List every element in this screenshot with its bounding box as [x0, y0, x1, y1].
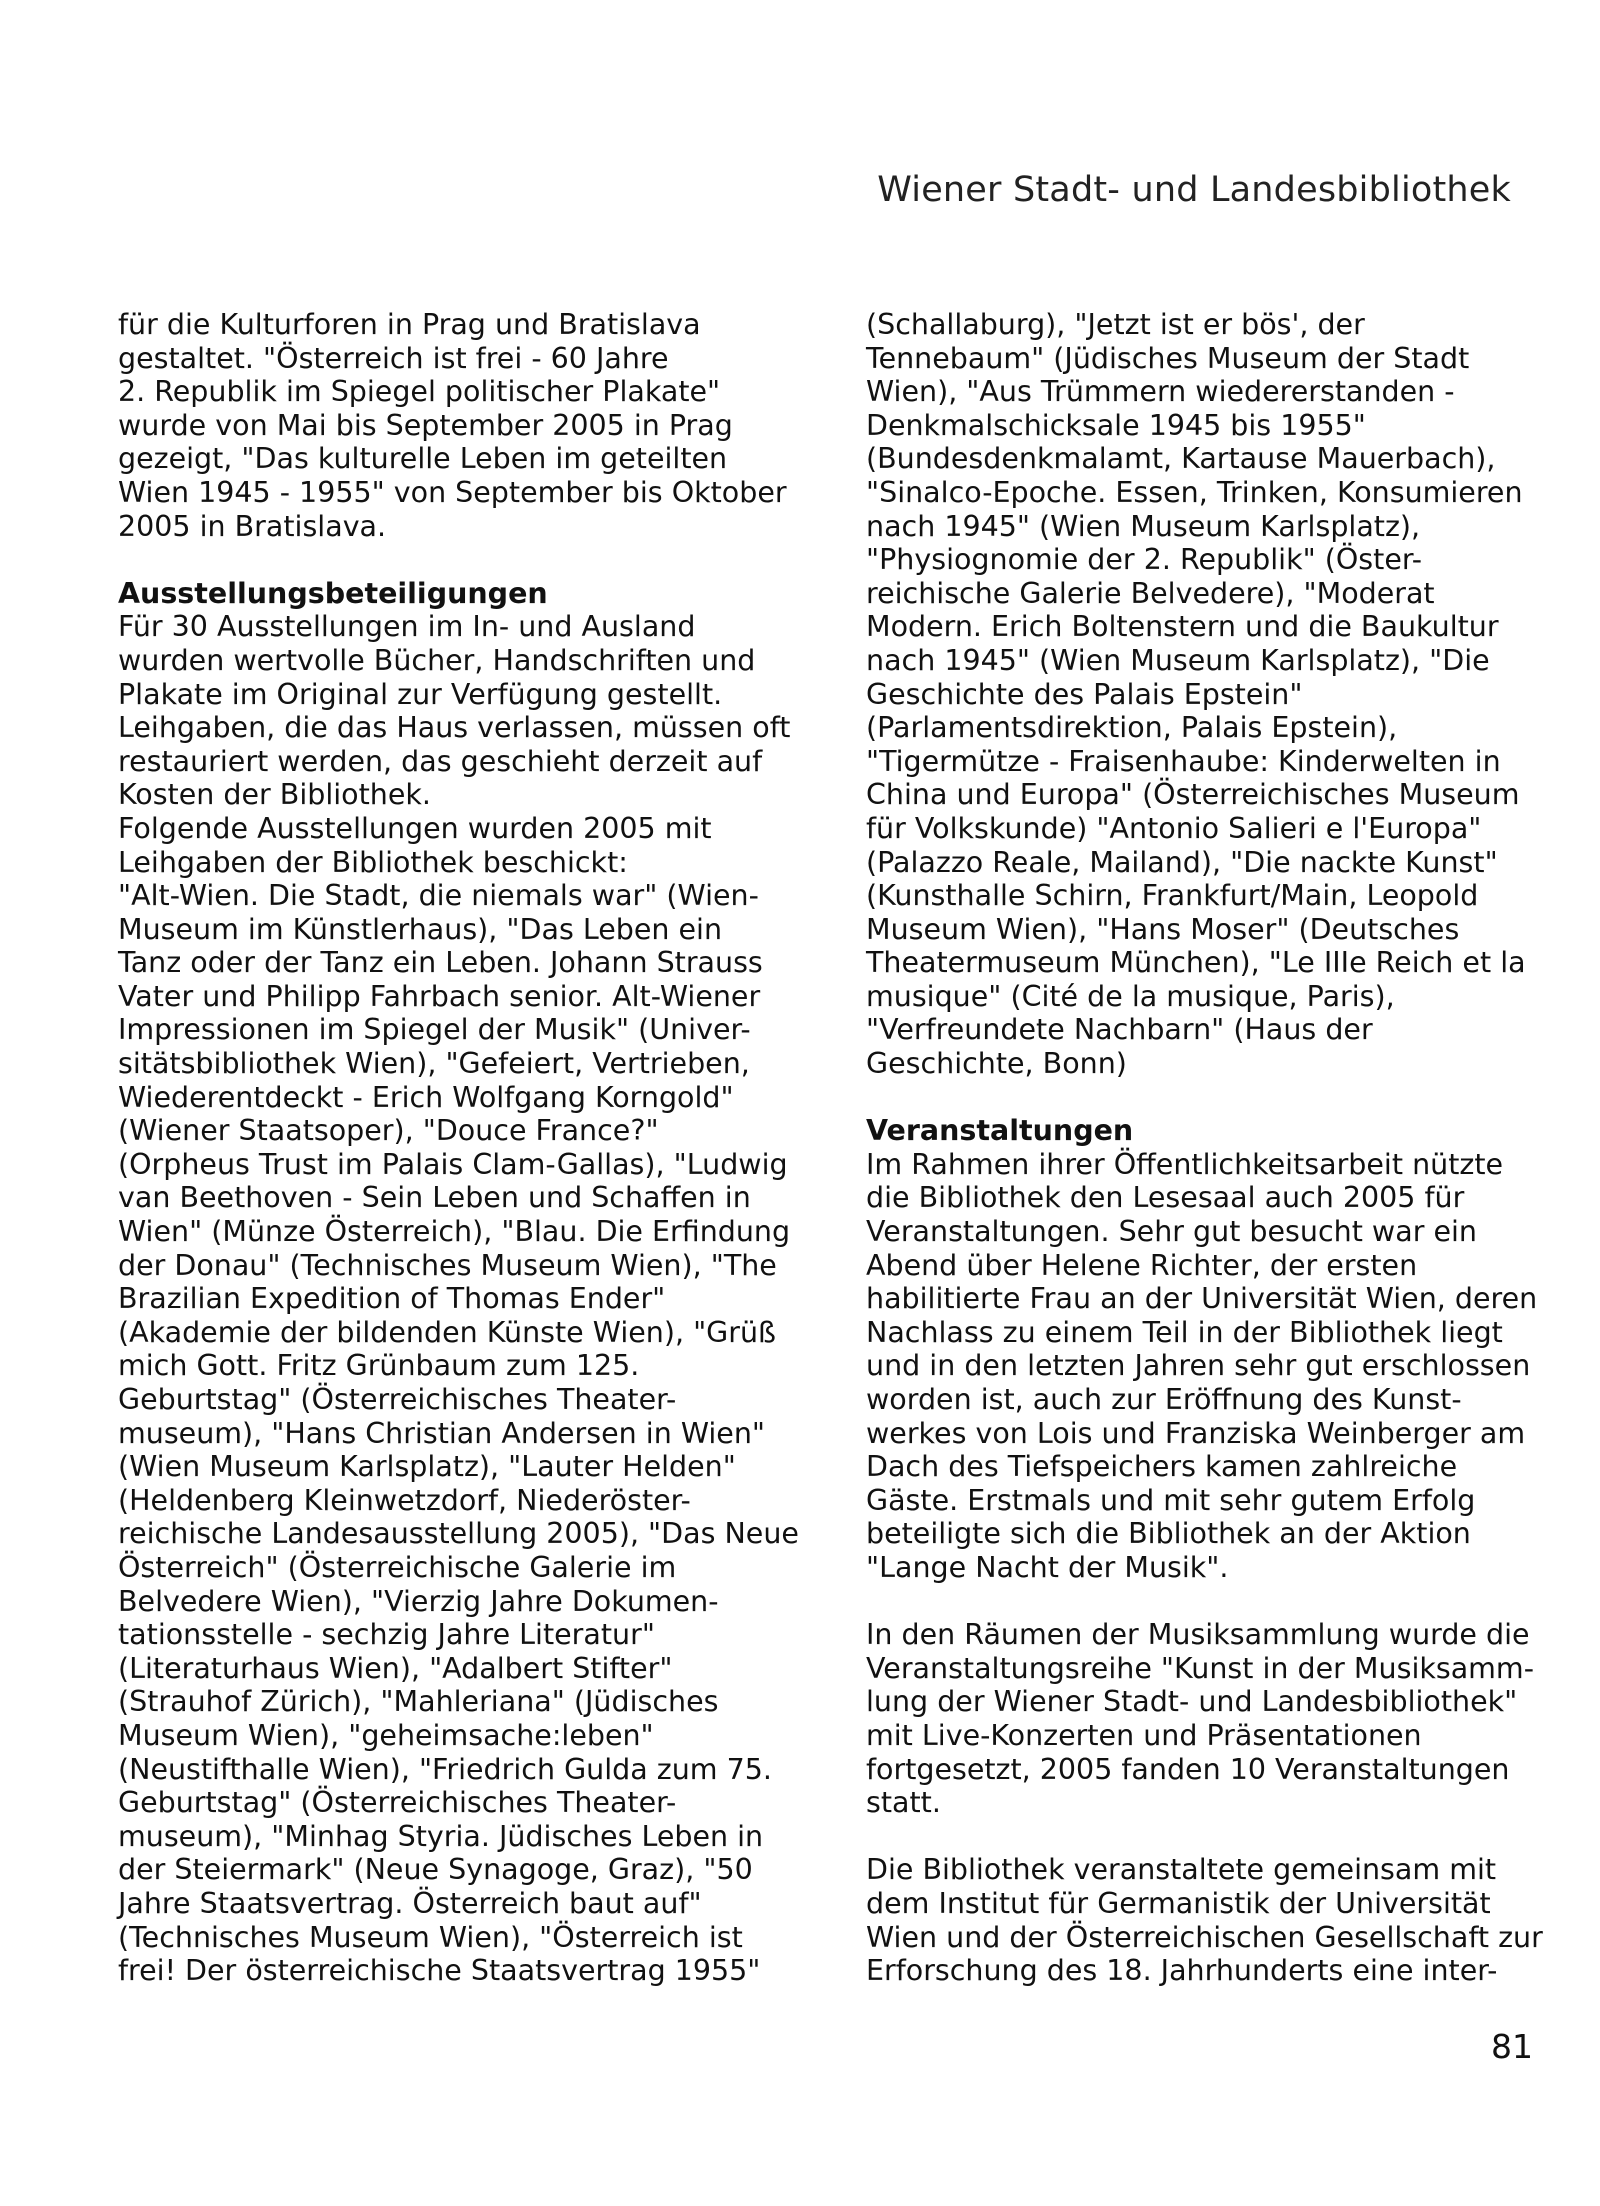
text-line: "Verfreundete Nachbarn" (Haus der — [866, 1013, 1373, 1047]
text-line: In den Räumen der Musiksammlung wurde die — [866, 1618, 1530, 1652]
text-line: Geburtstag" (Österreichisches Theater- — [118, 1383, 677, 1416]
text-line: Veranstaltungsreihe "Kunst in der Musiksamm- — [866, 1651, 1534, 1685]
text-line: 2005 in Bratislava. — [118, 509, 387, 543]
text-line: der Steiermark" (Neue Synagoge, Graz), "50 — [118, 1853, 753, 1887]
text-line: "Sinalco-Epoche. Essen, Trinken, Konsumieren — [866, 475, 1523, 509]
text-line: Wien), "Aus Trümmern wiedererstanden - — [866, 375, 1455, 409]
text-line: Museum im Künstlerhaus), "Das Leben ein — [118, 912, 723, 946]
section-heading-veranstaltungen: Veranstaltungen — [866, 1114, 1134, 1148]
text-line: Museum Wien), "geheimsache:leben" — [118, 1718, 654, 1752]
text-line: museum), "Minhag Styria. Jüdisches Leben in — [118, 1819, 764, 1853]
right-column — [866, 308, 1546, 1988]
paragraph-gap — [866, 1585, 1546, 1619]
text-line: fortgesetzt, 2005 fanden 10 Veranstaltungen — [866, 1752, 1510, 1786]
text-line: (Heldenberg Kleinwetzdorf, Niederöster- — [118, 1483, 691, 1517]
text-line: Erforschung des 18. Jahrhunderts eine inter- — [866, 1954, 1498, 1988]
text-line: für die Kulturforen in Prag und Bratislava — [118, 308, 701, 341]
text-line: (Kunsthalle Schirn, Frankfurt/Main, Leopold — [866, 879, 1479, 913]
text-line: (Wiener Staatsoper), "Douce France?" — [118, 1114, 659, 1148]
text-line: werkes von Lois und Franziska Weinberger am — [866, 1416, 1526, 1450]
text-line: Leihgaben der Bibliothek beschickt: — [118, 845, 628, 879]
text-line: (Schallaburg), "Jetzt ist er bös', der — [866, 308, 1365, 341]
exhibitions-paragraph — [118, 610, 833, 1987]
paragraph-gap — [866, 1820, 1546, 1854]
text-line: beteiligte sich die Bibliothek an der Aktion — [866, 1517, 1471, 1551]
exhibitions-continuation-paragraph — [866, 308, 1546, 1081]
text-line: Denkmalschicksale 1945 bis 1955" — [866, 408, 1366, 442]
text-line: worden ist, auch zur Eröffnung des Kunst- — [866, 1383, 1462, 1416]
text-line: Brazilian Expedition of Thomas Ender" — [118, 1282, 666, 1316]
text-line: (Technisches Museum Wien), "Österreich ist — [118, 1920, 743, 1954]
text-line: (Wien Museum Karlsplatz), "Lauter Helden" — [118, 1450, 736, 1484]
text-line: "Physiognomie der 2. Republik" (Öster- — [866, 543, 1423, 577]
text-line: (Strauhof Zürich), "Mahleriana" (Jüdisches — [118, 1685, 719, 1719]
text-line: frei! Der österreichische Staatsvertrag 1955" — [118, 1954, 761, 1988]
text-line: Nachlass zu einem Teil in der Bibliothek liegt — [866, 1315, 1503, 1349]
text-line: Geschichte des Palais Epstein" — [866, 677, 1303, 711]
text-line: Plakate im Original zur Verfügung gestellt. — [118, 677, 723, 711]
text-line: tationsstelle - sechzig Jahre Literatur" — [118, 1618, 655, 1652]
text-line: (Literaturhaus Wien), "Adalbert Stifter" — [118, 1651, 673, 1685]
text-line: (Palazzo Reale, Mailand), "Die nackte Kunst" — [866, 845, 1498, 879]
text-line: Österreich" (Österreichische Galerie im — [118, 1550, 677, 1584]
text-line: 2. Republik im Spiegel politischer Plakate" — [118, 375, 721, 409]
text-line: Wien und der Österreichischen Gesellschaft zur — [866, 1920, 1543, 1954]
text-line: Tennebaum" (Jüdisches Museum der Stadt — [866, 341, 1470, 375]
text-line: statt. — [866, 1786, 941, 1820]
text-line: Vater und Philipp Fahrbach senior. Alt-Wiener — [118, 979, 761, 1013]
text-line: Geschichte, Bonn) — [866, 1047, 1127, 1081]
text-line: Abend über Helene Richter, der ersten — [866, 1248, 1418, 1282]
text-line: "Lange Nacht der Musik". — [866, 1550, 1229, 1584]
text-line: sitätsbibliothek Wien), "Gefeiert, Vertrieben, — [118, 1047, 750, 1081]
text-line: nach 1945" (Wien Museum Karlsplatz), — [866, 509, 1421, 543]
text-line: reichische Landesausstellung 2005), "Das Neue — [118, 1517, 799, 1551]
text-line: musique" (Cité de la musique, Paris), — [866, 979, 1395, 1013]
text-line: mich Gott. Fritz Grünbaum zum 125. — [118, 1349, 640, 1383]
text-line: Die Bibliothek veranstaltete gemeinsam mit — [866, 1853, 1497, 1887]
intro-paragraph — [118, 308, 833, 543]
text-line: Modern. Erich Boltenstern und die Baukultur — [866, 610, 1499, 644]
events-paragraph-3 — [866, 1853, 1546, 1987]
text-line: (Bundesdenkmalamt, Kartause Mauerbach), — [866, 442, 1496, 476]
text-line: lung der Wiener Stadt- und Landesbibliothek" — [866, 1685, 1518, 1719]
text-line: Wien" (Münze Österreich), "Blau. Die Erfindung — [118, 1215, 791, 1249]
page-number: 81 — [1491, 2027, 1533, 2066]
text-line: (Parlamentsdirektion, Palais Epstein), — [866, 711, 1398, 745]
text-line: "Tigermütze - Fraisenhaube: Kinderwelten in — [866, 744, 1501, 778]
paragraph-gap — [118, 543, 833, 577]
text-line: Tanz oder der Tanz ein Leben. Johann Strauss — [118, 946, 763, 980]
text-line: Im Rahmen ihrer Öffentlichkeitsarbeit nützte — [866, 1147, 1504, 1181]
text-line: gestaltet. "Österreich ist frei - 60 Jahre — [118, 341, 669, 375]
text-line: nach 1945" (Wien Museum Karlsplatz), "Die — [866, 643, 1490, 677]
section-heading-ausstellungsbeteiligungen: Ausstellungsbeteiligungen — [118, 576, 548, 610]
text-line: die Bibliothek den Lesesaal auch 2005 für — [866, 1181, 1465, 1215]
text-line: China und Europa" (Österreichisches Museum — [866, 778, 1520, 812]
text-line: gezeigt, "Das kulturelle Leben im geteilten — [118, 442, 728, 476]
events-paragraph-1 — [866, 1148, 1546, 1585]
text-line: "Alt-Wien. Die Stadt, die niemals war" (Wien- — [118, 879, 759, 913]
text-line: für Volkskunde) "Antonio Salieri e l'Europa" — [866, 811, 1482, 845]
text-line: Museum Wien), "Hans Moser" (Deutsches — [866, 912, 1460, 946]
text-line: Dach des Tiefspeichers kamen zahlreiche — [866, 1450, 1458, 1484]
text-line: Jahre Staatsvertrag. Österreich baut auf" — [118, 1886, 702, 1920]
text-line: mit Live-Konzerten und Präsentationen — [866, 1718, 1422, 1752]
left-column — [118, 308, 833, 1988]
text-line: restauriert werden, das geschieht derzeit auf — [118, 744, 763, 778]
text-line: (Orpheus Trust im Palais Clam-Gallas), "Ludwig — [118, 1147, 788, 1181]
text-line: Folgende Ausstellungen wurden 2005 mit — [118, 811, 712, 845]
text-line: dem Institut für Germanistik der Universität — [866, 1886, 1491, 1920]
text-line: Leihgaben, die das Haus verlassen, müssen oft — [118, 711, 791, 745]
paragraph-gap — [866, 1081, 1546, 1115]
text-line: habilitierte Frau an der Universität Wien, deren — [866, 1282, 1538, 1316]
text-line: wurden wertvolle Bücher, Handschriften und — [118, 643, 756, 677]
text-line: Belvedere Wien), "Vierzig Jahre Dokumen- — [118, 1584, 719, 1618]
text-line: van Beethoven - Sein Leben und Schaffen in — [118, 1181, 751, 1215]
text-line: Wiederentdeckt - Erich Wolfgang Korngold" — [118, 1080, 734, 1114]
text-line: und in den letzten Jahren sehr gut erschlossen — [866, 1349, 1531, 1383]
text-line: Geburtstag" (Österreichisches Theater- — [118, 1786, 677, 1820]
text-line: der Donau" (Technisches Museum Wien), "The — [118, 1248, 777, 1282]
text-line: Impressionen im Spiegel der Musik" (Univer- — [118, 1013, 751, 1047]
text-line: Theatermuseum München), "Le IIIe Reich et la — [866, 946, 1526, 980]
text-line: Kosten der Bibliothek. — [118, 778, 431, 812]
text-line: reichische Galerie Belvedere), "Moderat — [866, 576, 1435, 610]
text-line: wurde von Mai bis September 2005 in Prag — [118, 408, 733, 442]
text-line: Für 30 Ausstellungen im In- und Ausland — [118, 610, 696, 644]
text-line: Veranstaltungen. Sehr gut besucht war ein — [866, 1215, 1477, 1249]
running-header: Wiener Stadt- und Landesbibliothek — [877, 170, 1511, 210]
text-line: Gäste. Erstmals und mit sehr gutem Erfolg — [866, 1483, 1476, 1517]
events-paragraph-2 — [866, 1618, 1546, 1820]
text-line: (Akademie der bildenden Künste Wien), "Grüß — [118, 1315, 776, 1349]
text-line: (Neustifthalle Wien), "Friedrich Gulda zum 75. — [118, 1752, 772, 1786]
text-line: Wien 1945 - 1955" von September bis Oktober — [118, 475, 787, 509]
text-line: museum), "Hans Christian Andersen in Wien" — [118, 1416, 765, 1450]
